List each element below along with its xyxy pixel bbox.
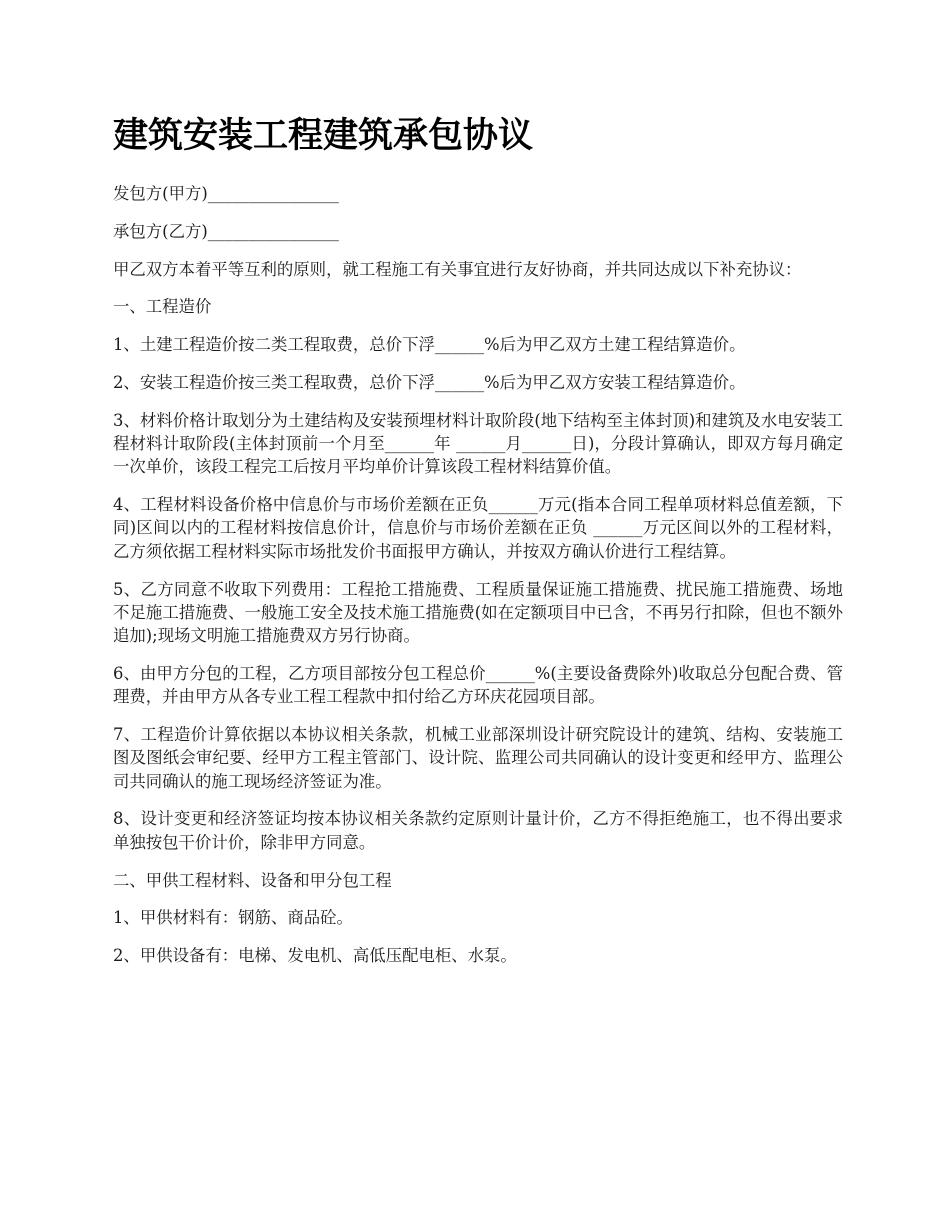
clause-1-8: 8、设计变更和经济签证均按本协议相关条款约定原则计量计价，乙方不得拒绝施工，也不得出要求单独按包干价计价，除非甲方同意。: [113, 809, 843, 852]
section-heading-1: 一、工程造价: [113, 297, 212, 317]
document-page: [113, 112, 843, 982]
clause-1-3: 3、材料价格计取划分为土建结构及安装预埋材料计取阶段(地下结构至主体封顶)和建筑及水电安装工程材料计取阶段(主体封顶前一个月至______年 ______月______日)，分段计算确认，即双方每月确定一次单价，该段工程完工后按月平均单价计算该段工程材料结算价值。: [113, 410, 843, 477]
clause-1-6: 6、由甲方分包的工程，乙方项目部按分包工程总价______%(主要设备费除外)收取总分包配合费、管理费，并由甲方从各专业工程工程款中扣付给乙方环庆花园项目部。: [113, 663, 843, 707]
section-heading-2: 二、甲供工程材料、设备和甲分包工程: [113, 870, 392, 890]
preamble-paragraph: 甲乙双方本着平等互利的原则，就工程施工有关事宜进行友好协商，并共同达成以下补充协议：: [113, 259, 802, 279]
clause-1-7: 7、工程造价计算依据以本协议相关条款，机械工业部深圳设计研究院设计的建筑、结构、安装施工图及图纸会审纪要、经甲方工程主管部门、设计院、监理公司共同确认的设计变更和经甲方、监理公司共同确认的施工现场经济签证为准。: [113, 725, 843, 791]
party-a-line: 发包方(甲方)________________: [113, 184, 339, 203]
clause-2-2: 2、甲供设备有：电梯、发电机、高低压配电柜、水泵。: [113, 946, 517, 966]
clause-2-1: 1、甲供材料有：钢筋、商品砼。: [113, 908, 353, 928]
party-b-line: 承包方(乙方)________________: [113, 221, 339, 241]
clause-1-1: 1、土建工程造价按二类工程取费，总价下浮______%后为甲乙双方土建工程结算造价。: [113, 335, 746, 355]
clause-1-2: 2、安装工程造价按三类工程取费，总价下浮______%后为甲乙双方安装工程结算造价。: [113, 372, 746, 392]
document-title: 建筑安装工程建筑承包协议: [113, 115, 534, 156]
clause-1-5: 5、乙方同意不收取下列费用：工程抢工措施费、工程质量保证施工措施费、扰民施工措施费、场地不足施工措施费、一般施工安全及技术施工措施费(如在定额项目中已含，不再另行扣除，但也不额外追加);现场文明施工措施费双方另行协商。: [113, 579, 843, 646]
clause-1-4: 4、工程材料设备价格中信息价与市场价差额在正负______万元(指本合同工程单项材料总值差额，下同)区间以内的工程材料按信息价计，信息价与市场价差额在正负 ______万元区间以外的工程材料，乙方须依据工程材料实际市场批发价书面报甲方确认，并按双方确认价进行工程结算。: [113, 495, 843, 561]
